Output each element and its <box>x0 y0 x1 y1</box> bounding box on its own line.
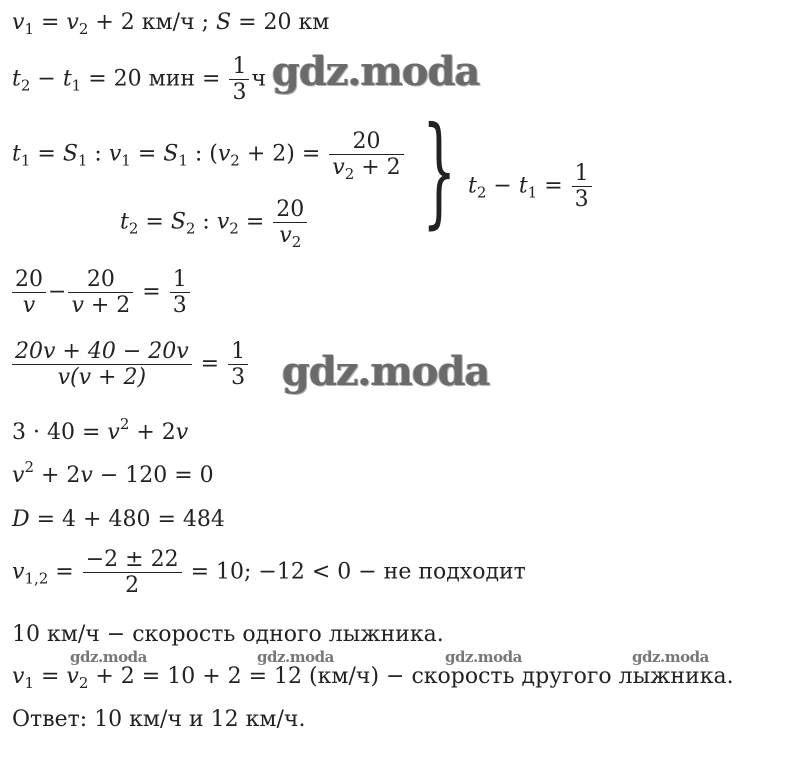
watermark: gdz.moda <box>70 648 147 666</box>
watermark: gdz.moda <box>632 648 709 666</box>
given-speeds-line: $v_1 = v_2 + 2$ км/ч ; S = 20 км <box>12 10 330 38</box>
system-brace: } <box>422 102 457 241</box>
equation-product: $3 \cdot 40 = v^2 + 2v$ <box>12 415 189 445</box>
watermark: gdz.moda <box>445 648 522 666</box>
fraction-one-third: $\frac{1}{3}$ <box>572 162 592 211</box>
watermark: gdz.moda <box>257 648 334 666</box>
equation-combined-fraction: $\frac{20v + 40 - 20v}{v(v + 2)}$ = $\frac{1}{3}$ <box>10 340 250 389</box>
equation-quadratic: $v^2 + 2v - 120 = 0$ <box>12 458 214 488</box>
time-difference-line: $t_2 - t_1 = 20$ мин = $\frac{1}{3}$ ч <box>12 54 267 106</box>
first-skier-speed: 10 км/ч − скорость одного лыжника. <box>12 622 444 647</box>
equation-discriminant: D = 4 + 480 = 484 <box>12 507 225 532</box>
answer: Ответ: 10 км/ч и 12 км/ч. <box>12 707 306 732</box>
system-row-t2: $t_2 = S_2$ : $v_2$ = $\frac{20}{v_2}$ <box>120 198 309 247</box>
fraction-20-over-v2-plus-2: $\frac{20}{v_2 + 2}$ <box>329 130 403 179</box>
fraction-one-third: $\frac{1}{3}$ <box>229 55 249 104</box>
watermark: gdz.moda <box>282 348 490 395</box>
system-condition: $t_2 - t_1$ = $\frac{1}{3}$ <box>468 162 594 211</box>
watermark: gdz.moda <box>272 48 480 95</box>
equation-roots: $v_{1,2}$ = $\frac{-2 \pm 22}{2}$ = 10; −12 < 0 − не подходит <box>12 547 526 599</box>
equation-fractions: $\frac{20}{v}$ − $\frac{20}{v + 2}$ = $\frac{1}{3}$ <box>10 268 192 317</box>
second-skier-speed: $v_1 = v_2 + 2 = 10 + 2 = 12$ (км/ч) − скорость другого лыжника. <box>12 664 734 692</box>
fraction-20-over-v2: $\frac{20}{v_2}$ <box>273 198 307 247</box>
system-row-t1: $t_1 = S_1$ : $v_1 = S_1$ : $(v_2 + 2)$ = $\frac{20}{v_2 + 2}$ <box>12 130 406 179</box>
